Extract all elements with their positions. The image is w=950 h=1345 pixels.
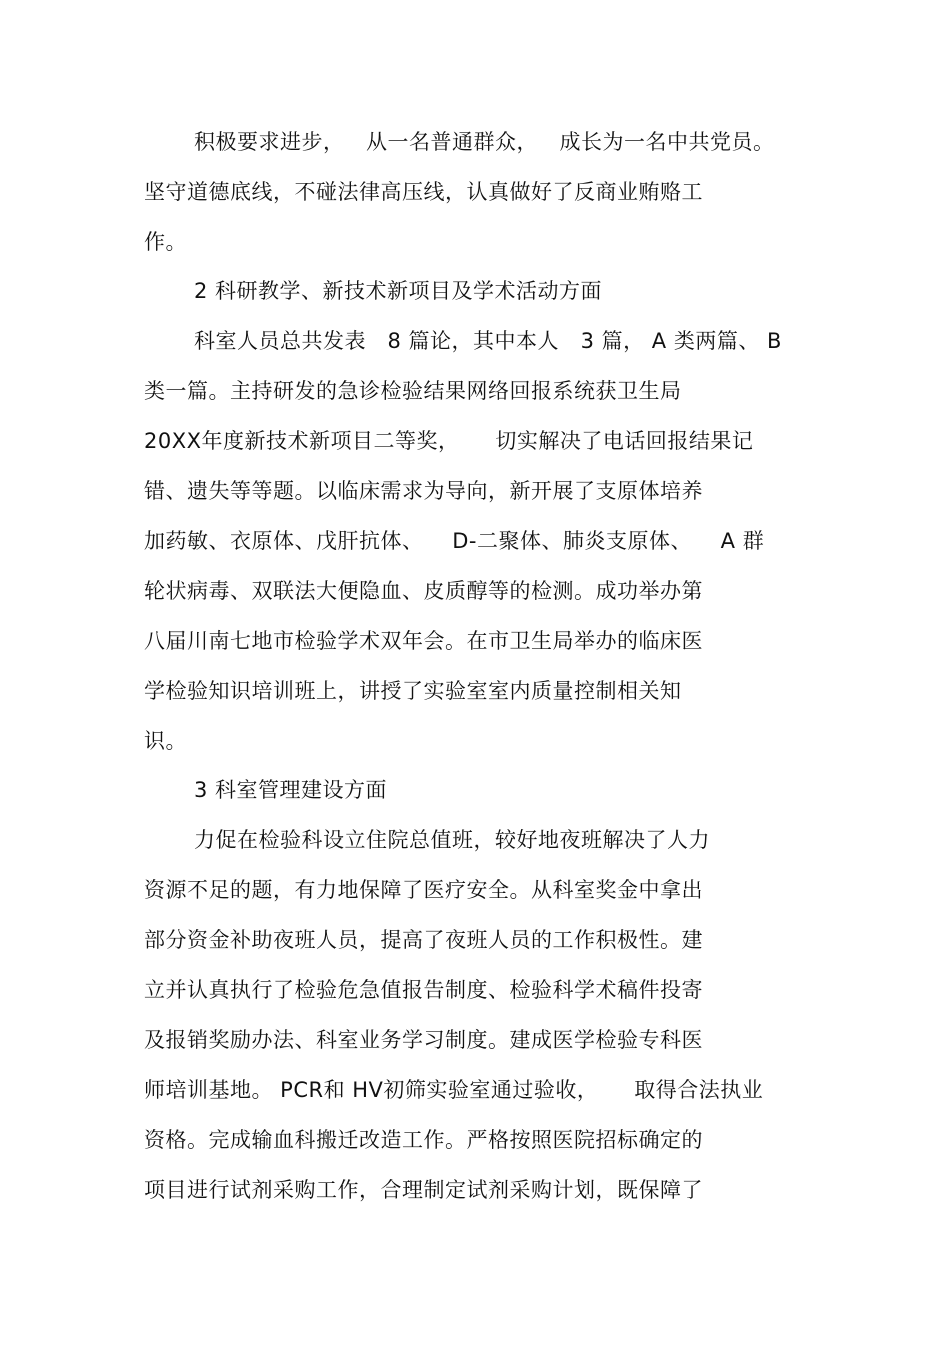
paragraph-line: 科室人员总共发表 8 篇论，其中本人 3 篇， A 类两篇、 B bbox=[194, 329, 782, 353]
section-heading: 3 科室管理建设方面 bbox=[194, 778, 388, 802]
paragraph-line: 部分资金补助夜班人员，提高了夜班人员的工作积极性。建 bbox=[144, 928, 703, 952]
paragraph-line: 加药敏、衣原体、戊肝抗体、 D-二聚体、肺炎支原体、 A 群 bbox=[144, 529, 765, 553]
paragraph-line: 项目进行试剂采购工作，合理制定试剂采购计划，既保障了 bbox=[144, 1178, 703, 1202]
paragraph-line: 资格。完成输血科搬迁改造工作。严格按照医院招标确定的 bbox=[144, 1128, 703, 1152]
paragraph-line: 作。 bbox=[144, 230, 187, 254]
paragraph-line: 八届川南七地市检验学术双年会。在市卫生局举办的临床医 bbox=[144, 629, 703, 653]
paragraph-line: 20XX年度新技术新项目二等奖， 切实解决了电话回报结果记 bbox=[144, 429, 754, 453]
paragraph-line: 力促在检验科设立住院总值班，较好地夜班解决了人力 bbox=[194, 828, 710, 852]
paragraph-line: 轮状病毒、双联法大便隐血、皮质醇等的检测。成功举办第 bbox=[144, 579, 703, 603]
paragraph-line: 类一篇。主持研发的急诊检验结果网络回报系统获卫生局 bbox=[144, 379, 682, 403]
paragraph-line: 积极要求进步， 从一名普通群众， 成长为一名中共党员。 bbox=[194, 130, 775, 154]
paragraph-line: 立并认真执行了检验危急值报告制度、检验科学术稿件投寄 bbox=[144, 978, 703, 1002]
paragraph-line: 错、遗失等等题。以临床需求为导向，新开展了支原体培养 bbox=[144, 479, 703, 503]
paragraph-line: 识。 bbox=[144, 729, 187, 753]
paragraph-line: 及报销奖励办法、科室业务学习制度。建成医学检验专科医 bbox=[144, 1028, 703, 1052]
section-heading: 2 科研教学、新技术新项目及学术活动方面 bbox=[194, 279, 603, 303]
paragraph-line: 师培训基地。 PCR和 HV初筛实验室通过验收， 取得合法执业 bbox=[144, 1078, 764, 1102]
paragraph-line: 坚守道德底线，不碰法律高压线，认真做好了反商业贿赂工 bbox=[144, 180, 703, 204]
paragraph-line: 资源不足的题，有力地保障了医疗安全。从科室奖金中拿出 bbox=[144, 878, 703, 902]
paragraph-line: 学检验知识培训班上，讲授了实验室室内质量控制相关知 bbox=[144, 679, 682, 703]
